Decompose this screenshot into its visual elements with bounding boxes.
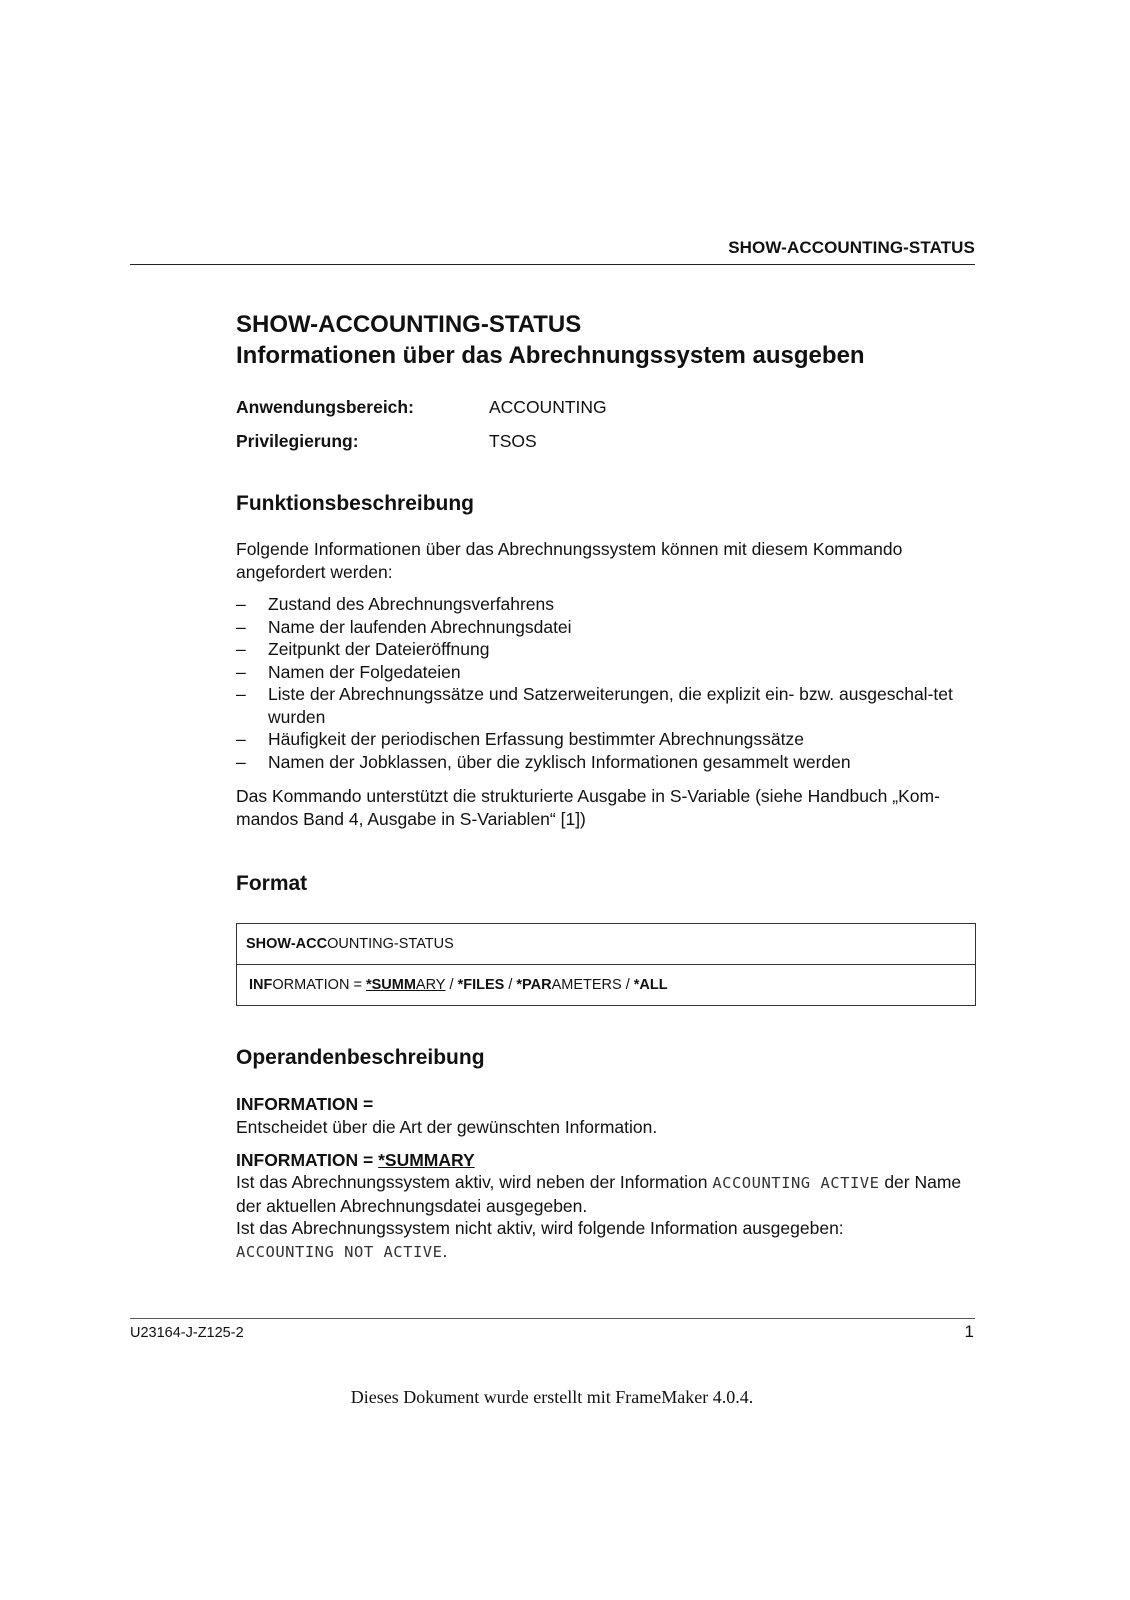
list-item: – Zustand des Abrechnungsverfahrens xyxy=(236,594,555,614)
running-header-title: SHOW-ACCOUNTING-STATUS xyxy=(728,238,975,257)
page-title-subtitle: Informationen über das Abrechnungssystem ausgeben xyxy=(236,342,865,369)
command-meta xyxy=(236,390,976,458)
list-item: – Name der laufenden Abrechnungsdatei xyxy=(236,616,572,637)
separator: / xyxy=(445,977,458,993)
operand-description: Entscheidet über die Art der gewünschten Information. xyxy=(236,1117,658,1137)
code-accounting-not-active: ACCOUNTING NOT ACTIVE xyxy=(236,1242,443,1261)
list-item: – Zeitpunkt der Dateieröffnung xyxy=(236,639,490,659)
value-all: *ALL xyxy=(633,977,668,993)
command-abbrev: SHOW-ACC xyxy=(246,936,328,952)
dash-bullet-icon: – xyxy=(236,729,246,749)
default-value: *SUMMARY xyxy=(365,977,446,993)
document-code: U23164-J-Z125-2 xyxy=(130,1325,244,1341)
page-title-command: SHOW-ACCOUNTING-STATUS xyxy=(236,311,582,338)
funktion-list xyxy=(236,593,976,773)
dash-bullet-icon: – xyxy=(236,684,246,704)
operand-abbrev: INF xyxy=(249,977,273,993)
list-item: – Liste der Abrechnungssätze und Satzerweiterungen, die explizit ein- bzw. ausgeschal-tet wurden xyxy=(236,684,953,727)
value-files: *FILES xyxy=(457,977,505,993)
list-item: – Namen der Folgedateien xyxy=(236,661,461,682)
meta-label: Anwendungsbereich: xyxy=(236,396,414,417)
meta-row-privilegierung xyxy=(236,424,976,458)
operand-heading-information: INFORMATION = xyxy=(236,1094,374,1114)
summary-description: Ist das Abrechnungssystem aktiv, wird neben der Information ACCOUNTING ACTIVE der Name der aktuellen Abrechnungsdatei ausgegeben. Ist das Abrechnungssystem nicht aktiv, wird folgende Information ausgegeben: ACCOUNTING NOT ACTIVE. xyxy=(236,1172,962,1261)
separator: / xyxy=(504,977,517,993)
code-accounting-active: ACCOUNTING ACTIVE xyxy=(712,1174,880,1192)
page-number: 1 xyxy=(964,1322,974,1341)
operand-heading-summary: INFORMATION = *SUMMARY xyxy=(236,1150,475,1170)
format-operand-row xyxy=(237,964,975,1005)
header-rule xyxy=(130,264,975,265)
dash-bullet-icon: – xyxy=(236,616,246,637)
section-heading-funktion: Funktionsbeschreibung xyxy=(236,492,475,515)
format-command-row xyxy=(237,924,975,964)
section-heading-operanden: Operandenbeschreibung xyxy=(236,1046,485,1069)
meta-row-anwendungsbereich xyxy=(236,390,976,424)
operand-equals: = xyxy=(349,977,366,993)
generator-note: Dieses Dokument wurde erstellt mit FrameMaker 4.0.4. xyxy=(350,1387,754,1407)
separator: / xyxy=(621,977,634,993)
dash-bullet-icon: – xyxy=(236,661,246,682)
value-parameters-rest: AMETERS xyxy=(551,977,622,993)
meta-label: Privilegierung: xyxy=(236,430,359,451)
list-item: – Namen der Jobklassen, über die zyklisch Informationen gesammelt werden xyxy=(236,751,851,772)
footer-rule xyxy=(130,1318,975,1319)
value-parameters-abbrev: *PAR xyxy=(516,977,552,993)
dash-bullet-icon: – xyxy=(236,751,246,772)
meta-value: TSOS xyxy=(489,430,537,451)
dash-bullet-icon: – xyxy=(236,639,246,659)
operand-rest: ORMATION xyxy=(272,977,350,993)
meta-value: ACCOUNTING xyxy=(489,396,607,417)
command-rest: OUNTING-STATUS xyxy=(327,936,454,952)
dash-bullet-icon: – xyxy=(236,594,246,614)
funktion-intro: Folgende Informationen über das Abrechnungssystem können mit diesem Kommando angefordert werden: xyxy=(236,539,903,582)
list-item: – Häufigkeit der periodischen Erfassung bestimmter Abrechnungssätze xyxy=(236,729,804,749)
funktion-note: Das Kommando unterstützt die strukturierte Ausgabe in S-Variable (siehe Handbuch „Kom-mandos Band 4, Ausgabe in S-Variablen“ [1]) xyxy=(236,786,940,829)
page-title xyxy=(236,309,976,371)
section-heading-format: Format xyxy=(236,872,308,895)
format-syntax-box xyxy=(236,923,976,1006)
